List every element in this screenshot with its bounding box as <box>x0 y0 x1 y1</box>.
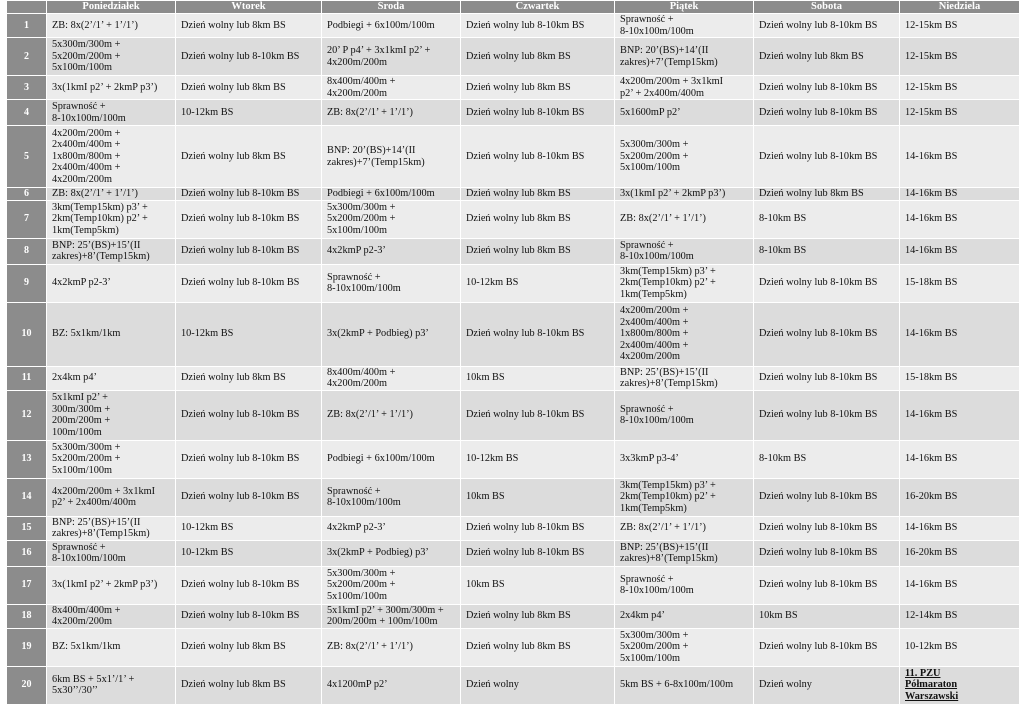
sunday-cell: 12-15km BS <box>900 76 1020 100</box>
saturday-cell: Dzień wolny lub 8km BS <box>754 188 900 201</box>
table-row <box>7 126 1020 188</box>
friday-cell: 5x1600mP p2’ <box>615 100 754 126</box>
saturday-cell: Dzień wolny lub 8-10km BS <box>754 540 900 566</box>
sunday-cell: 12-15km BS <box>900 14 1020 38</box>
training-plan-table <box>6 0 1020 705</box>
monday-cell: BNP: 25’(BS)+15’(II zakres)+8’(Temp15km) <box>47 238 176 264</box>
monday-cell: 5x1kmI p2’ + 300m/300m + 200m/200m + 100m/100m <box>47 390 176 440</box>
week-number: 13 <box>7 440 47 478</box>
tuesday-cell: Dzień wolny lub 8-10km BS <box>176 238 322 264</box>
saturday-cell: Dzień wolny lub 8-10km BS <box>754 566 900 604</box>
sunday-cell: 14-16km BS <box>900 440 1020 478</box>
tuesday-header: Wtorek <box>176 1 322 14</box>
friday-cell: 2x4km p4’ <box>615 604 754 628</box>
table-row <box>7 14 1020 38</box>
friday-cell: Sprawność + 8-10x100m/100m <box>615 238 754 264</box>
week-number: 9 <box>7 264 47 302</box>
saturday-cell: Dzień wolny lub 8-10km BS <box>754 14 900 38</box>
saturday-cell: Dzień wolny lub 8-10km BS <box>754 264 900 302</box>
tuesday-cell: Dzień wolny lub 8km BS <box>176 666 322 704</box>
thursday-cell: Dzień wolny lub 8-10km BS <box>461 516 615 540</box>
saturday-cell: 8-10km BS <box>754 200 900 238</box>
friday-cell: Sprawność + 8-10x100m/100m <box>615 14 754 38</box>
thursday-cell: Dzień wolny lub 8-10km BS <box>461 100 615 126</box>
wednesday-cell: 3x(2kmP + Podbieg) p3’ <box>322 540 461 566</box>
thursday-cell: Dzień wolny lub 8km BS <box>461 604 615 628</box>
tuesday-cell: Dzień wolny lub 8-10km BS <box>176 188 322 201</box>
thursday-cell: Dzień wolny lub 8-10km BS <box>461 540 615 566</box>
week-number: 10 <box>7 302 47 366</box>
table-row <box>7 604 1020 628</box>
monday-cell: Sprawność + 8-10x100m/100m <box>47 100 176 126</box>
week-number: 6 <box>7 188 47 201</box>
sunday-cell: 10-12km BS <box>900 628 1020 666</box>
wednesday-header: Środa <box>322 1 461 14</box>
weeks-body <box>7 14 1020 705</box>
tuesday-cell: Dzień wolny lub 8-10km BS <box>176 566 322 604</box>
week-number: 15 <box>7 516 47 540</box>
sunday-cell: 14-16km BS <box>900 516 1020 540</box>
monday-cell: BZ: 5x1km/1km <box>47 628 176 666</box>
friday-cell: Sprawność + 8-10x100m/100m <box>615 390 754 440</box>
wednesday-cell: 4x1200mP p2’ <box>322 666 461 704</box>
monday-cell: BNP: 25’(BS)+15’(II zakres)+8’(Temp15km) <box>47 516 176 540</box>
thursday-cell: 10km BS <box>461 478 615 516</box>
sunday-cell: 14-16km BS <box>900 188 1020 201</box>
monday-cell: 4x200m/200m + 3x1kmI p2’ + 2x400m/400m <box>47 478 176 516</box>
monday-header: Poniedziałek <box>47 1 176 14</box>
wednesday-cell: 5x300m/300m + 5x200m/200m + 5x100m/100m <box>322 566 461 604</box>
sunday-cell: 12-15km BS <box>900 100 1020 126</box>
friday-cell: 4x200m/200m + 3x1kmI p2’ + 2x400m/400m <box>615 76 754 100</box>
friday-cell: Sprawność + 8-10x100m/100m <box>615 566 754 604</box>
friday-cell: BNP: 25’(BS)+15’(II zakres)+8’(Temp15km) <box>615 540 754 566</box>
sunday-cell: 14-16km BS <box>900 200 1020 238</box>
week-number: 3 <box>7 76 47 100</box>
thursday-cell: 10km BS <box>461 566 615 604</box>
wednesday-cell: Podbiegi + 6x100m/100m <box>322 440 461 478</box>
sunday-cell: 14-16km BS <box>900 566 1020 604</box>
saturday-header: Sobota <box>754 1 900 14</box>
table-row <box>7 200 1020 238</box>
race-event-link[interactable]: 11. PZU Półmaraton Warszawski <box>905 667 959 702</box>
friday-header: Piątek <box>615 1 754 14</box>
saturday-cell: Dzień wolny lub 8-10km BS <box>754 478 900 516</box>
friday-cell: BNP: 25’(BS)+15’(II zakres)+8’(Temp15km) <box>615 366 754 390</box>
sunday-cell: 14-16km BS <box>900 390 1020 440</box>
saturday-cell: 10km BS <box>754 604 900 628</box>
tuesday-cell: Dzień wolny lub 8-10km BS <box>176 604 322 628</box>
sunday-cell <box>900 666 1020 704</box>
friday-cell: 5km BS + 6-8x100m/100m <box>615 666 754 704</box>
monday-cell: 8x400m/400m + 4x200m/200m <box>47 604 176 628</box>
sunday-cell: 16-20km BS <box>900 540 1020 566</box>
wednesday-cell: 8x400m/400m + 4x200m/200m <box>322 76 461 100</box>
tuesday-cell: 10-12km BS <box>176 540 322 566</box>
thursday-cell: Dzień wolny lub 8-10km BS <box>461 390 615 440</box>
tuesday-cell: Dzień wolny lub 8-10km BS <box>176 390 322 440</box>
saturday-cell: Dzień wolny <box>754 666 900 704</box>
friday-cell: BNP: 20’(BS)+14’(II zakres)+7’(Temp15km) <box>615 38 754 76</box>
sunday-cell: 12-15km BS <box>900 38 1020 76</box>
week-number: 14 <box>7 478 47 516</box>
wednesday-cell: ZB: 8x(2’/1’ + 1’/1’) <box>322 628 461 666</box>
table-row <box>7 440 1020 478</box>
monday-cell: 3km(Temp15km) p3’ + 2km(Temp10km) p2’ + 1km(Temp5km) <box>47 200 176 238</box>
table-row <box>7 264 1020 302</box>
tuesday-cell: 10-12km BS <box>176 302 322 366</box>
wednesday-cell: Podbiegi + 6x100m/100m <box>322 14 461 38</box>
week-number: 5 <box>7 126 47 188</box>
wednesday-cell: 5x300m/300m + 5x200m/200m + 5x100m/100m <box>322 200 461 238</box>
monday-cell: 6km BS + 5x1’/1’ + 5x30’’/30’’ <box>47 666 176 704</box>
wednesday-cell: ZB: 8x(2’/1’ + 1’/1’) <box>322 100 461 126</box>
tuesday-cell: Dzień wolny lub 8-10km BS <box>176 478 322 516</box>
table-row <box>7 516 1020 540</box>
tuesday-cell: Dzień wolny lub 8km BS <box>176 366 322 390</box>
table-row <box>7 540 1020 566</box>
wednesday-cell: 4x2kmP p2-3’ <box>322 516 461 540</box>
week-number: 12 <box>7 390 47 440</box>
table-row <box>7 238 1020 264</box>
week-number: 19 <box>7 628 47 666</box>
thursday-cell: Dzień wolny lub 8km BS <box>461 628 615 666</box>
wednesday-cell: 4x2kmP p2-3’ <box>322 238 461 264</box>
thursday-cell: Dzień wolny lub 8km BS <box>461 76 615 100</box>
friday-cell: 3x(1kmI p2’ + 2kmP p3’) <box>615 188 754 201</box>
table-row <box>7 566 1020 604</box>
week-number: 11 <box>7 366 47 390</box>
sunday-cell: 16-20km BS <box>900 478 1020 516</box>
saturday-cell: Dzień wolny lub 8-10km BS <box>754 76 900 100</box>
tuesday-cell: Dzień wolny lub 8km BS <box>176 628 322 666</box>
wednesday-cell: 8x400m/400m + 4x200m/200m <box>322 366 461 390</box>
monday-cell: 3x(1kmI p2’ + 2kmP p3’) <box>47 76 176 100</box>
sunday-cell: 14-16km BS <box>900 238 1020 264</box>
wednesday-cell: ZB: 8x(2’/1’ + 1’/1’) <box>322 390 461 440</box>
monday-cell: 2x4km p4’ <box>47 366 176 390</box>
monday-cell: BZ: 5x1km/1km <box>47 302 176 366</box>
friday-cell: ZB: 8x(2’/1’ + 1’/1’) <box>615 200 754 238</box>
tuesday-cell: Dzień wolny lub 8km BS <box>176 126 322 188</box>
friday-cell: 5x300m/300m + 5x200m/200m + 5x100m/100m <box>615 628 754 666</box>
friday-cell: ZB: 8x(2’/1’ + 1’/1’) <box>615 516 754 540</box>
sunday-cell: 14-16km BS <box>900 126 1020 188</box>
saturday-cell: Dzień wolny lub 8-10km BS <box>754 628 900 666</box>
tuesday-cell: Dzień wolny lub 8km BS <box>176 14 322 38</box>
thursday-cell: 10-12km BS <box>461 440 615 478</box>
monday-cell: Sprawność + 8-10x100m/100m <box>47 540 176 566</box>
saturday-cell: 8-10km BS <box>754 440 900 478</box>
monday-cell: ZB: 8x(2’/1’ + 1’/1’) <box>47 188 176 201</box>
wednesday-cell: 5x1kmI p2’ + 300m/300m + 200m/200m + 100m/100m <box>322 604 461 628</box>
tuesday-cell: Dzień wolny lub 8-10km BS <box>176 38 322 76</box>
friday-cell: 3km(Temp15km) p3’ + 2km(Temp10km) p2’ + 1km(Temp5km) <box>615 264 754 302</box>
friday-cell: 3km(Temp15km) p3’ + 2km(Temp10km) p2’ + 1km(Temp5km) <box>615 478 754 516</box>
friday-cell: 5x300m/300m + 5x200m/200m + 5x100m/100m <box>615 126 754 188</box>
saturday-cell: Dzień wolny lub 8-10km BS <box>754 126 900 188</box>
wednesday-cell: Sprawność + 8-10x100m/100m <box>322 478 461 516</box>
thursday-cell: 10-12km BS <box>461 264 615 302</box>
table-row <box>7 478 1020 516</box>
week-number: 4 <box>7 100 47 126</box>
tuesday-cell: Dzień wolny lub 8-10km BS <box>176 200 322 238</box>
table-row <box>7 366 1020 390</box>
week-number: 17 <box>7 566 47 604</box>
sunday-header: Niedziela <box>900 1 1020 14</box>
saturday-cell: Dzień wolny lub 8-10km BS <box>754 366 900 390</box>
week-number: 8 <box>7 238 47 264</box>
friday-cell: 3x3kmP p3-4’ <box>615 440 754 478</box>
sunday-cell: 15-18km BS <box>900 264 1020 302</box>
wednesday-cell: Podbiegi + 6x100m/100m <box>322 188 461 201</box>
saturday-cell: Dzień wolny lub 8km BS <box>754 38 900 76</box>
wednesday-cell: Sprawność + 8-10x100m/100m <box>322 264 461 302</box>
table-row <box>7 76 1020 100</box>
monday-cell: 3x(1kmI p2’ + 2kmP p3’) <box>47 566 176 604</box>
sunday-cell: 12-14km BS <box>900 604 1020 628</box>
thursday-cell: Dzień wolny lub 8km BS <box>461 238 615 264</box>
saturday-cell: Dzień wolny lub 8-10km BS <box>754 100 900 126</box>
week-number: 1 <box>7 14 47 38</box>
week-number-header <box>7 1 47 14</box>
tuesday-cell: 10-12km BS <box>176 100 322 126</box>
tuesday-cell: Dzień wolny lub 8-10km BS <box>176 440 322 478</box>
table-row <box>7 100 1020 126</box>
thursday-cell: 10km BS <box>461 366 615 390</box>
monday-cell: 4x2kmP p2-3’ <box>47 264 176 302</box>
thursday-cell: Dzień wolny lub 8-10km BS <box>461 14 615 38</box>
table-row <box>7 188 1020 201</box>
week-number: 16 <box>7 540 47 566</box>
header-row <box>7 1 1020 14</box>
wednesday-cell: 3x(2kmP + Podbieg) p3’ <box>322 302 461 366</box>
saturday-cell: 8-10km BS <box>754 238 900 264</box>
tuesday-cell: Dzień wolny lub 8-10km BS <box>176 264 322 302</box>
thursday-header: Czwartek <box>461 1 615 14</box>
saturday-cell: Dzień wolny lub 8-10km BS <box>754 390 900 440</box>
week-number: 7 <box>7 200 47 238</box>
monday-cell: 5x300m/300m + 5x200m/200m + 5x100m/100m <box>47 440 176 478</box>
table-row <box>7 390 1020 440</box>
friday-cell: 4x200m/200m + 2x400m/400m + 1x800m/800m + 2x400m/400m + 4x200m/200m <box>615 302 754 366</box>
table-row <box>7 628 1020 666</box>
saturday-cell: Dzień wolny lub 8-10km BS <box>754 302 900 366</box>
thursday-cell: Dzień wolny lub 8km BS <box>461 200 615 238</box>
thursday-cell: Dzień wolny lub 8km BS <box>461 188 615 201</box>
monday-cell: 4x200m/200m + 2x400m/400m + 1x800m/800m + 2x400m/400m + 4x200m/200m <box>47 126 176 188</box>
monday-cell: ZB: 8x(2’/1’ + 1’/1’) <box>47 14 176 38</box>
week-number: 18 <box>7 604 47 628</box>
table-row <box>7 666 1020 704</box>
sunday-cell: 15-18km BS <box>900 366 1020 390</box>
week-number: 2 <box>7 38 47 76</box>
thursday-cell: Dzień wolny lub 8-10km BS <box>461 302 615 366</box>
wednesday-cell: 20’ P p4’ + 3x1kmI p2’ + 4x200m/200m <box>322 38 461 76</box>
table-row <box>7 38 1020 76</box>
table-row <box>7 302 1020 366</box>
tuesday-cell: 10-12km BS <box>176 516 322 540</box>
wednesday-cell: BNP: 20’(BS)+14’(II zakres)+7’(Temp15km) <box>322 126 461 188</box>
thursday-cell: Dzień wolny lub 8-10km BS <box>461 126 615 188</box>
tuesday-cell: Dzień wolny lub 8km BS <box>176 76 322 100</box>
thursday-cell: Dzień wolny <box>461 666 615 704</box>
monday-cell: 5x300m/300m + 5x200m/200m + 5x100m/100m <box>47 38 176 76</box>
thursday-cell: Dzień wolny lub 8km BS <box>461 38 615 76</box>
week-number: 20 <box>7 666 47 704</box>
saturday-cell: Dzień wolny lub 8-10km BS <box>754 516 900 540</box>
sunday-cell: 14-16km BS <box>900 302 1020 366</box>
